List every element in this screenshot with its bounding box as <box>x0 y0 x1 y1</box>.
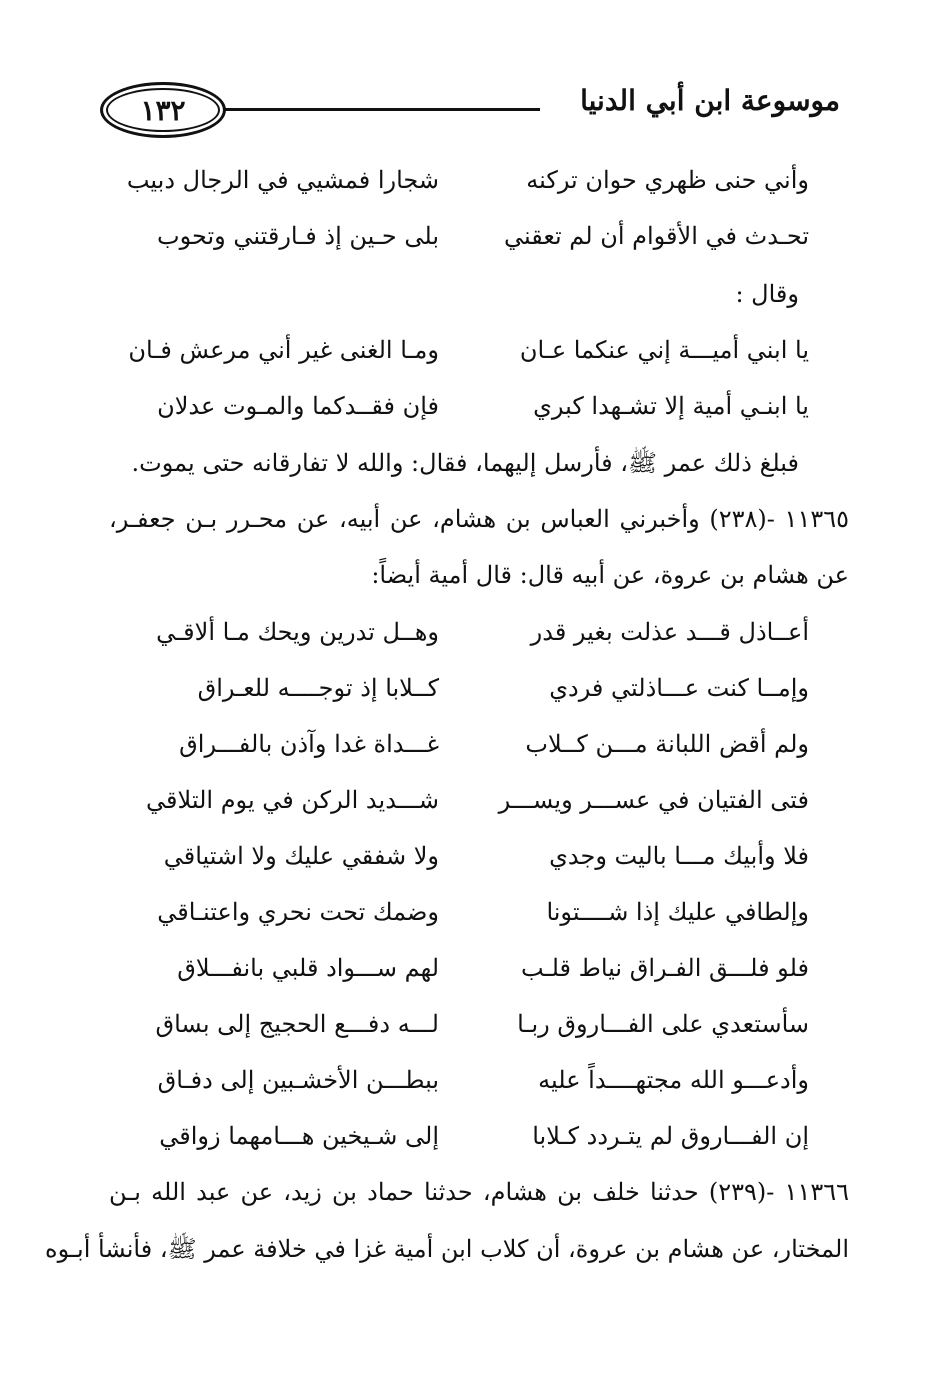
verse-line <box>109 1122 849 1162</box>
verse-line <box>109 1066 849 1106</box>
verse-line <box>109 618 849 658</box>
verse-hemistich-first: فتى الفتيان في عســـر ويســـر <box>498 786 809 814</box>
intro-qala: وقال : <box>735 280 799 308</box>
verse-hemistich-second: شـــديد الركن في يوم التلاقي <box>146 786 439 814</box>
verse-hemistich-first: يا ابني أميـــة إني عنكما عـان <box>519 336 809 364</box>
verse-line <box>109 674 849 714</box>
verse-hemistich-second: ومـا الغنى غير أني مرعش فـان <box>128 336 439 364</box>
verse-hemistich-second: لـــه دفـــع الحجيج إلى بساق <box>155 1010 439 1038</box>
verse-hemistich-first: ولم أقض اللبانة مـــن كــلاب <box>525 730 809 758</box>
verse-hemistich-first: يا ابنـي أمية إلا تشـهدا كبري <box>533 392 809 420</box>
verse-hemistich-first: سأستعدي على الفـــاروق ربـا <box>517 1010 809 1038</box>
book-title: موسوعة ابن أبي الدنيا <box>580 84 840 117</box>
page-number: ١٣٢ <box>100 82 226 138</box>
prose-text: فبلغ ذلك عمر ﷺ، فأرسل إليهما، فقال: والله لا تفارقانه حتى يموت. <box>131 449 799 477</box>
verse-hemistich-second: بلى حـين إذ فـارقتني وتحوب <box>157 222 439 250</box>
hadith-line: عن هشام بن عروة، عن أبيه قال: قال أمية أيضاً: <box>371 561 849 589</box>
verse-line <box>109 1010 849 1050</box>
verse-hemistich-second: ببطـــن الأخشـبين إلى دفـاق <box>157 1066 439 1094</box>
verse-hemistich-second: ولا شفقي عليك ولا اشتياقي <box>163 842 439 870</box>
verse-hemistich-second: غـــداة غدا وآذن بالفـــراق <box>179 730 439 758</box>
verse-line <box>109 842 849 882</box>
verse-line <box>109 898 849 938</box>
verse-hemistich-second: لهم ســـواد قلبي بانفـــلاق <box>177 954 439 982</box>
verse-hemistich-first: وأني حنى ظهري حوان تركنه <box>526 166 809 194</box>
verse-line <box>109 336 849 376</box>
verse-line <box>109 954 849 994</box>
verse-line <box>109 222 849 262</box>
verse-hemistich-first: أعــاذل قـــد عذلت بغير قدر <box>530 618 809 646</box>
hadith-line: ١١٣٦٦ -(٢٣٩) حدثنا خلف بن هشام، حدثنا حماد بن زيد، عن عبد الله بـن <box>109 1178 849 1206</box>
verse-hemistich-second: إلى شـيخين هـــامهما زواقي <box>159 1122 439 1150</box>
verse-hemistich-first: فلا وأبيك مـــا باليت وجدي <box>549 842 809 870</box>
verse-line <box>109 392 849 432</box>
verse-hemistich-second: وهــل تدرين ويحك مـا ألاقـي <box>156 618 439 646</box>
verse-hemistich-second: كــلابا إذ توجــــه للعـراق <box>197 674 439 702</box>
header-rule <box>224 108 540 111</box>
verse-hemistich-first: تحـدث في الأقوام أن لم تعقني <box>504 222 809 250</box>
verse-hemistich-first: إن الفـــاروق لم يتـردد كـلابا <box>532 1122 809 1150</box>
hadith-line: ١١٣٦٥ -(٢٣٨) وأخبرني العباس بن هشام، عن أبيه، عن محـرر بـن جعفـر، <box>109 505 849 533</box>
verse-line <box>109 786 849 826</box>
hadith-line: المختار، عن هشام بن عروة، أن كلاب ابن أمية غزا في خلافة عمر ﷺ، فأنشأ أبـوه <box>45 1235 849 1263</box>
verse-hemistich-first: وإمــا كنت عـــاذلتي فردي <box>549 674 809 702</box>
verse-hemistich-second: شجارا فمشيي في الرجال دبيب <box>126 166 439 194</box>
verse-hemistich-second: فإن فقــدكما والمـوت عدلان <box>157 392 439 420</box>
verse-hemistich-second: وضمك تحت نحري واعتنـاقي <box>157 898 439 926</box>
verse-hemistich-first: فلو فلـــق الفـراق نياط قلـب <box>521 954 809 982</box>
verse-line <box>109 730 849 770</box>
verse-line <box>109 166 849 206</box>
page-header <box>100 82 840 138</box>
verse-hemistich-first: وإلطافي عليك إذا شــــتونا <box>546 898 809 926</box>
verse-hemistich-first: وأدعـــو الله مجتهــــداً عليه <box>538 1066 809 1094</box>
